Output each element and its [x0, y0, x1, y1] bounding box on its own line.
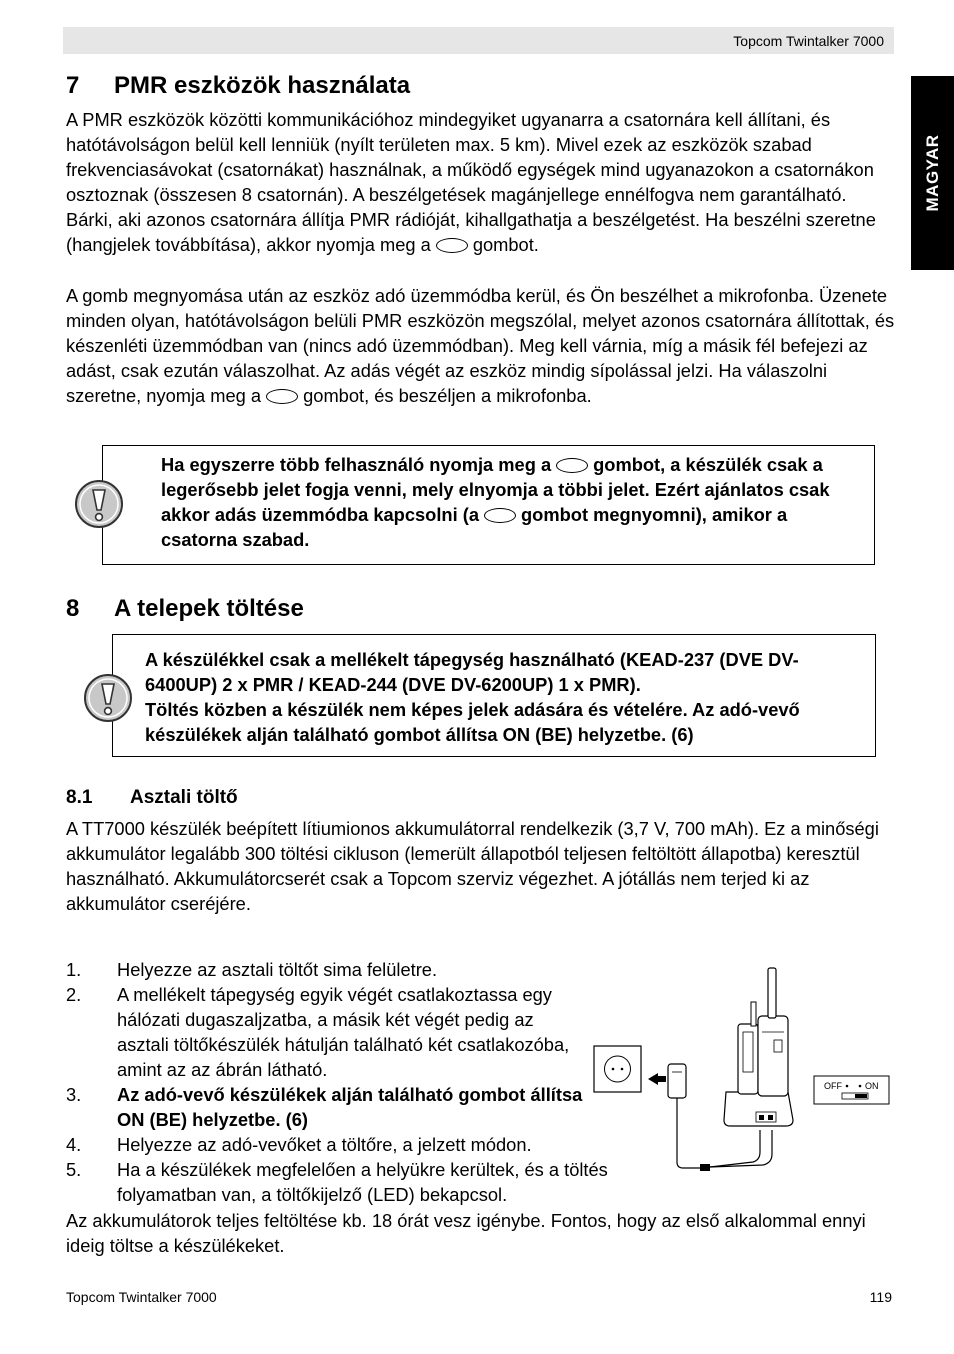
- ptt-button-icon: [436, 238, 468, 253]
- paragraph-text: A PMR eszközök közötti kommunikációhoz mindegyiket ugyanarra a csatornára kell állítani, és hatótávolságon belül kell lenniük (nyílt területen max. 5 km). Mivel ezek az eszközök szabad frekvenciasávokat (csatornákat) használnak, a működő egységek mind ugyanazokon a csatornákon osztoznak (összesen 8 csatornán). A beszélgetések magánjellege ennélfogva nem garantálható. Bárki, aki azonos csatornára állítja PMR rádióját, kihallgathatja a beszélgetést. Ha beszélni szeretne (hangjelek továbbítása), akkor nyomja meg a: [66, 109, 876, 255]
- ptt-button-icon: [556, 458, 588, 473]
- language-tab-label: MAGYAR: [922, 134, 942, 212]
- section-title: A telepek töltése: [114, 595, 304, 622]
- switch-on-label: ON: [865, 1081, 879, 1091]
- step-number: 4.: [66, 1134, 82, 1155]
- list-item: [66, 982, 577, 1082]
- section-8-1-intro: A TT7000 készülék beépített lítiumionos akkumulátorral rendelkezik (3,7 V, 700 mAh). Ez a minőségi akkumulátor legalább 300 töltési cikluson (lemerült állapotból teljesen feltöltött állapotba) keresztül használható. Akkumulátorcserét csak a Topcom szerviz végezhet. A jótállás nem terjed ki az akkumulátor cseréjére.: [66, 818, 879, 914]
- section-title: Asztali töltő: [130, 787, 238, 808]
- notice-text: A készülékkel csak a mellékelt tápegység használható (KEAD-237 (DVE DV-6400UP) 2 x PMR / KEAD-244 (DVE DV-6200UP) 1 x PMR).: [145, 649, 799, 695]
- ptt-button-icon: [484, 508, 516, 523]
- list-item: [66, 1157, 677, 1207]
- section-8-1-outro: Az akkumulátorok teljes feltöltése kb. 18 órát vesz igénybe. Fontos, hogy az első alkalommal ennyi ideig töltse a készülékeket.: [66, 1210, 866, 1256]
- notice-text-multiple-users: [161, 452, 861, 552]
- notice-text-charger: [145, 647, 860, 747]
- arrow-icon: [648, 1073, 666, 1085]
- list-item: [66, 1082, 587, 1132]
- footer-title: Topcom Twintalker 7000: [66, 1289, 217, 1305]
- step-text: Helyezze az adó-vevőket a töltőre, a jelzett módon.: [117, 1134, 532, 1155]
- step-number: 1.: [66, 959, 82, 980]
- walkie-talkie-icon: [758, 1016, 788, 1096]
- page-number: 119: [869, 1289, 892, 1305]
- wall-socket-icon: [594, 1046, 641, 1092]
- step-text: Az adó-vevő készülékek alján található gombot állítsa ON (BE) helyzetbe. (6): [117, 1084, 583, 1130]
- section-number: 7: [66, 72, 80, 99]
- section-number: 8: [66, 595, 80, 622]
- notice-text: Ha egyszerre több felhasználó nyomja meg a: [161, 454, 552, 475]
- step-text: Ha a készülékek megfelelően a helyükre kerültek, és a töltés folyamatban van, a töltőkijelző (LED) bekapcsol.: [117, 1159, 608, 1205]
- step-number: 2.: [66, 984, 82, 1005]
- switch-off-label: OFF: [824, 1081, 842, 1091]
- notice-text: Töltés közben a készülék nem képes jelek adására és vételére. Az adó-vevő készülékek alján található gombot állítsa ON (BE) helyzetbe. (6): [145, 699, 800, 745]
- paragraph-text: gombot.: [472, 234, 539, 255]
- section-7-heading: [66, 72, 410, 100]
- power-adapter-icon: [668, 1064, 686, 1098]
- section-8-1-heading: [66, 787, 238, 809]
- notice-text: gombot megnyomni), amikor a csatorna szabad.: [161, 504, 788, 550]
- walkie-talkie-icon: [738, 1024, 758, 1094]
- charging-steps-list: [66, 957, 666, 1207]
- section-title: PMR eszközök használata: [114, 72, 411, 99]
- step-text: A mellékelt tápegység egyik végét csatlakoztassa egy hálózati dugaszaljzatba, a másik két végét pedig az asztali töltőkészülék hátulján található két csatlakozóba, amint az az ábrán látható.: [117, 984, 570, 1080]
- step-number: 3.: [66, 1084, 82, 1105]
- section-7-paragraph-2: [66, 283, 896, 408]
- section-7-paragraph-1: [66, 107, 896, 257]
- list-item: [66, 1132, 666, 1157]
- section-8-heading: [66, 595, 304, 623]
- charger-illustration: [588, 962, 893, 1177]
- paragraph-text: gombot, és beszéljen a mikrofonba.: [303, 385, 592, 406]
- step-text: Helyezze az asztali töltőt sima felületre.: [117, 959, 438, 980]
- warning-icon: [82, 672, 134, 724]
- header-bar: [63, 27, 894, 54]
- header-title: Topcom Twintalker 7000: [733, 33, 884, 49]
- cable: [677, 1098, 700, 1168]
- language-tab: [911, 76, 954, 270]
- ptt-button-icon: [266, 389, 298, 404]
- step-number: 5.: [66, 1159, 82, 1180]
- section-number: 8.1: [66, 787, 93, 808]
- list-item: [66, 957, 666, 982]
- warning-icon: [73, 478, 125, 530]
- paragraph-text: A gomb megnyomása után az eszköz adó üzemmódba kerül, és Ön beszélhet a mikrofonba. Üzenete minden olyan, hatótávolságon belüli PMR eszközön megszólal, melyet azonos csatornára állítottak, és készenléti üzemmódban van (nincs adó üzemmódban). Meg kell várnia, míg a másik fél befejezi az adást, csak ezután válaszolhat. Az adás végét az eszköz mindig sípolással jelzi. Ha válaszolni szeretne, nyomja meg a: [66, 285, 895, 406]
- notice-text: gombot, a készülék csak a legerősebb jelet fogja venni, mely elnyomja a többi jelet. Ezért ajánlatos csak akkor adás üzemmódba kapcsolni (a: [161, 454, 830, 525]
